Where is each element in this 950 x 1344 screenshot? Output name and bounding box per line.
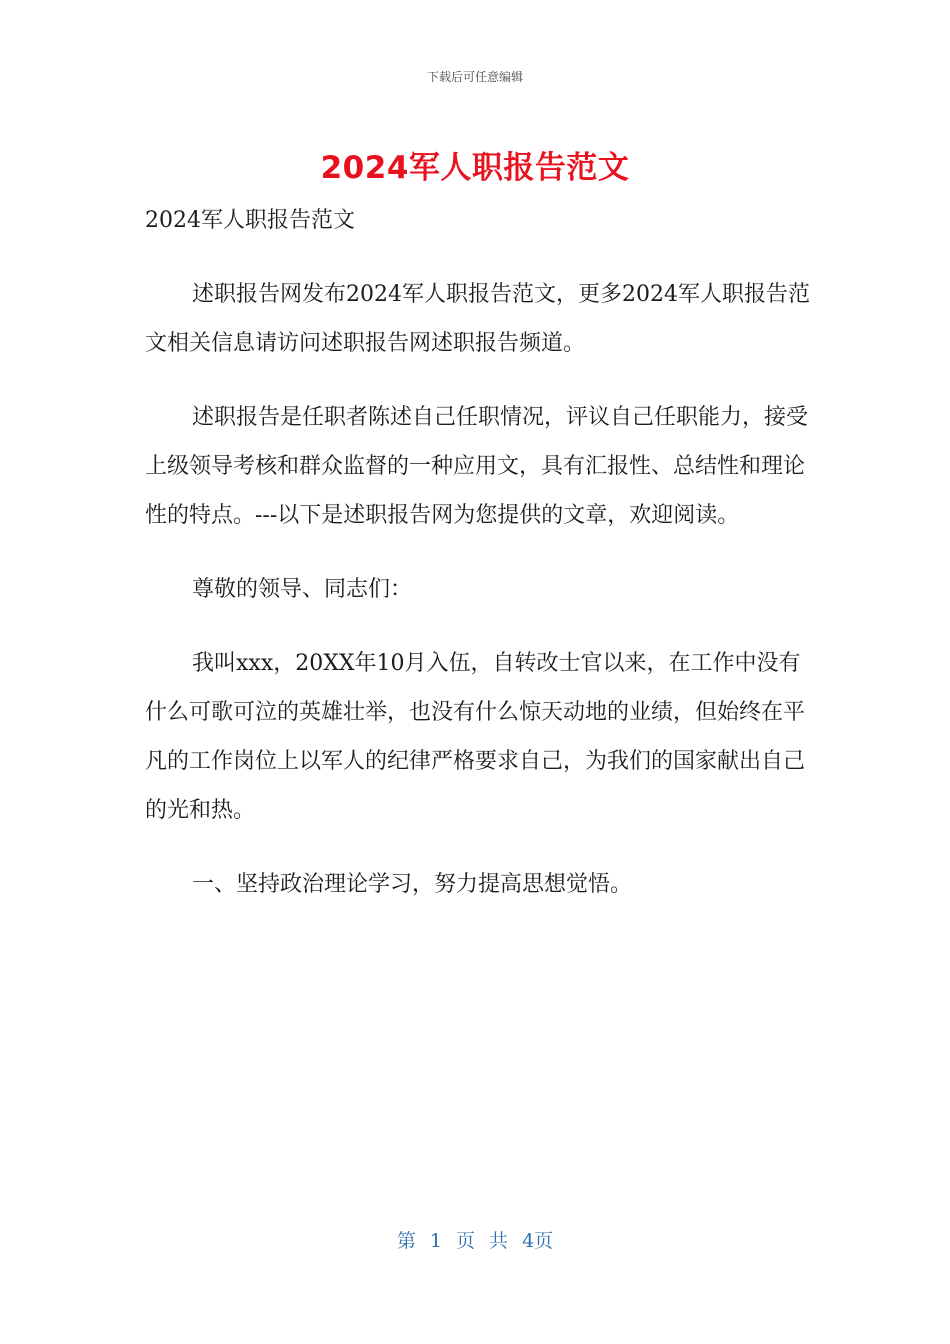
- paragraph-self-introduction: 我叫xxx，20XX年10月入伍，自转改士官以来，在工作中没有什么可歌可泣的英雄壮举，也没有什么惊天动地的业绩，但始终在平凡的工作岗位上以军人的纪律严格要求自己，为我们的国家献出自己的光和热。: [145, 651, 806, 823]
- document-title: 2024军人职报告范文: [320, 150, 630, 186]
- page-number-footer: 第 1 页 共 4页: [396, 1230, 554, 1252]
- paragraph-definition: 述职报告是任职者陈述自己任职情况，评议自己任职能力，接受上级领导考核和群众监督的一种应用文，具有汇报性、总结性和理论性的特点。---以下是述职报告网为您提供的文章，欢迎阅读。: [145, 405, 809, 528]
- paragraph-section-heading: 一、坚持政治理论学习，努力提高思想觉悟。: [192, 872, 633, 897]
- paragraph-subtitle: 2024军人职报告范文: [145, 208, 355, 233]
- paragraph-intro: 述职报告网发布2024军人职报告范文，更多2024军人职报告范文相关信息请访问述职报告网述职报告频道。: [145, 282, 810, 356]
- paragraph-salutation: 尊敬的领导、同志们：: [192, 577, 413, 602]
- document-body: [145, 196, 815, 934]
- header-note: 下载后可任意编辑: [426, 70, 523, 84]
